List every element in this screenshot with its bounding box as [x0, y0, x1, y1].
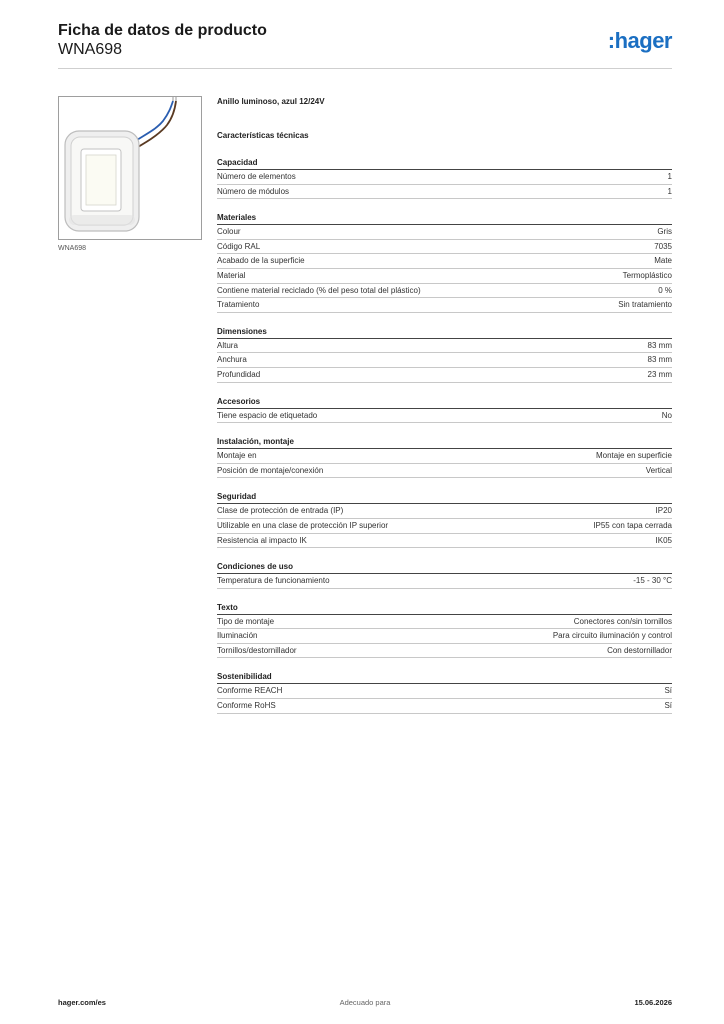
spec-label: Colour — [217, 227, 241, 237]
spec-sections — [217, 156, 672, 714]
section-title: Sostenibilidad — [217, 670, 672, 684]
spec-row — [217, 629, 672, 644]
inner-opening — [86, 155, 116, 205]
spec-row — [217, 298, 672, 313]
image-caption: WNA698 — [58, 245, 87, 252]
page-footer — [58, 998, 672, 1010]
spec-row — [217, 185, 672, 200]
spec-label: Montaje en — [217, 451, 257, 461]
section-title: Seguridad — [217, 490, 672, 504]
spec-value: IK05 — [655, 535, 672, 545]
spec-value: Sin tratamiento — [618, 300, 672, 310]
spec-label: Número de elementos — [217, 172, 296, 181]
spec-row — [217, 269, 672, 284]
spec-value: Con destornillador — [607, 645, 672, 655]
spec-value: IP20 — [655, 506, 672, 516]
spec-value: Vertical — [645, 465, 672, 475]
spec-row — [217, 534, 672, 549]
spec-label: Posición de montaje/conexión — [217, 465, 324, 475]
spec-section — [217, 601, 672, 659]
spec-value: 23 mm — [647, 369, 672, 379]
spec-row — [217, 240, 672, 255]
section-title: Texto — [217, 601, 672, 615]
spec-row — [217, 254, 672, 269]
spec-section — [217, 325, 672, 383]
product-description: Anillo luminoso, azul 12/24V — [217, 97, 325, 106]
spec-row — [217, 644, 672, 659]
spec-section — [217, 435, 672, 478]
spec-section — [217, 560, 672, 589]
spec-value: No — [661, 410, 672, 420]
section-title: Capacidad — [217, 156, 672, 170]
spec-row — [217, 170, 672, 185]
spec-value: Sí — [664, 686, 672, 696]
section-title: Accesorios — [217, 395, 672, 409]
spec-row — [217, 464, 672, 479]
spec-label: Acabado de la superficie — [217, 256, 305, 266]
page-title: Ficha de datos de producto — [58, 22, 267, 39]
spec-value: Para circuito iluminación y control — [552, 631, 672, 641]
section-title: Instalación, montaje — [217, 435, 672, 449]
footer-center-text: Adecuado para — [339, 998, 391, 1007]
spec-value: Termoplástico — [622, 270, 672, 280]
spec-label: Código RAL — [217, 241, 261, 251]
spec-label: Tornillos/destornillador — [217, 645, 297, 655]
spec-label: Material — [217, 270, 246, 280]
spec-row — [217, 409, 672, 424]
spec-label: Clase de protección de entrada (IP) — [217, 506, 344, 516]
spec-label: Contiene material reciclado (% del peso total del plástico) — [217, 285, 421, 295]
spec-label: Iluminación — [217, 631, 258, 641]
spec-label: Tratamiento — [217, 300, 260, 310]
section-title: Dimensiones — [217, 325, 672, 339]
spec-value: 1 — [667, 186, 672, 196]
spec-label: Temperatura de funcionamiento — [217, 576, 330, 586]
spec-value: -15 - 30 °C — [633, 576, 672, 586]
section-title: Materiales — [217, 211, 672, 225]
spec-value: 0 % — [658, 285, 672, 295]
spec-label: Número de módulos — [217, 186, 290, 196]
spec-row — [217, 615, 672, 630]
spec-label: Resistencia al impacto IK — [217, 535, 307, 545]
spec-row — [217, 684, 672, 699]
spec-row — [217, 339, 672, 354]
spec-label: Utilizable en una clase de protección IP superior — [217, 520, 389, 530]
footer-date: 15.06.2026 — [634, 998, 672, 1007]
spec-value: 7035 — [654, 241, 672, 251]
product-image — [58, 96, 202, 240]
spec-section — [217, 395, 672, 424]
spec-value: Conectores con/sin tornillos — [573, 616, 672, 626]
spec-row — [217, 574, 672, 589]
spec-label: Profundidad — [217, 369, 261, 379]
spec-content — [217, 96, 672, 714]
spec-section — [217, 211, 672, 313]
spec-value: Sí — [664, 701, 672, 711]
spec-row — [217, 504, 672, 519]
hager-logo: :hager — [607, 28, 672, 53]
spec-row — [217, 353, 672, 368]
spec-value: 1 — [667, 172, 672, 181]
spec-row — [217, 519, 672, 534]
spec-value: Gris — [657, 227, 672, 237]
spec-value: Montaje en superficie — [595, 451, 672, 461]
section-title: Condiciones de uso — [217, 560, 672, 574]
footer-website: hager.com/es — [58, 998, 106, 1007]
spec-row — [217, 699, 672, 714]
spec-value: 83 mm — [647, 355, 672, 365]
ring-shadow — [69, 215, 135, 225]
technical-characteristics-title: Características técnicas — [217, 131, 309, 140]
header-divider — [58, 68, 672, 69]
light-ring-illustration — [59, 97, 201, 239]
spec-label: Tiene espacio de etiquetado — [217, 410, 318, 420]
spec-value: Mate — [654, 256, 672, 266]
spec-section — [217, 156, 672, 199]
spec-section — [217, 670, 672, 713]
spec-section — [217, 490, 672, 548]
spec-label: Conforme REACH — [217, 686, 283, 696]
spec-label: Tipo de montaje — [217, 616, 275, 626]
page-header — [58, 22, 672, 68]
spec-row — [217, 284, 672, 299]
spec-label: Anchura — [217, 355, 247, 365]
spec-value: 83 mm — [647, 340, 672, 350]
spec-row — [217, 368, 672, 383]
spec-row — [217, 449, 672, 464]
spec-value: IP55 con tapa cerrada — [593, 520, 672, 530]
spec-label: Altura — [217, 340, 238, 350]
spec-row — [217, 225, 672, 240]
spec-label: Conforme RoHS — [217, 701, 276, 711]
product-code: WNA698 — [58, 41, 123, 58]
